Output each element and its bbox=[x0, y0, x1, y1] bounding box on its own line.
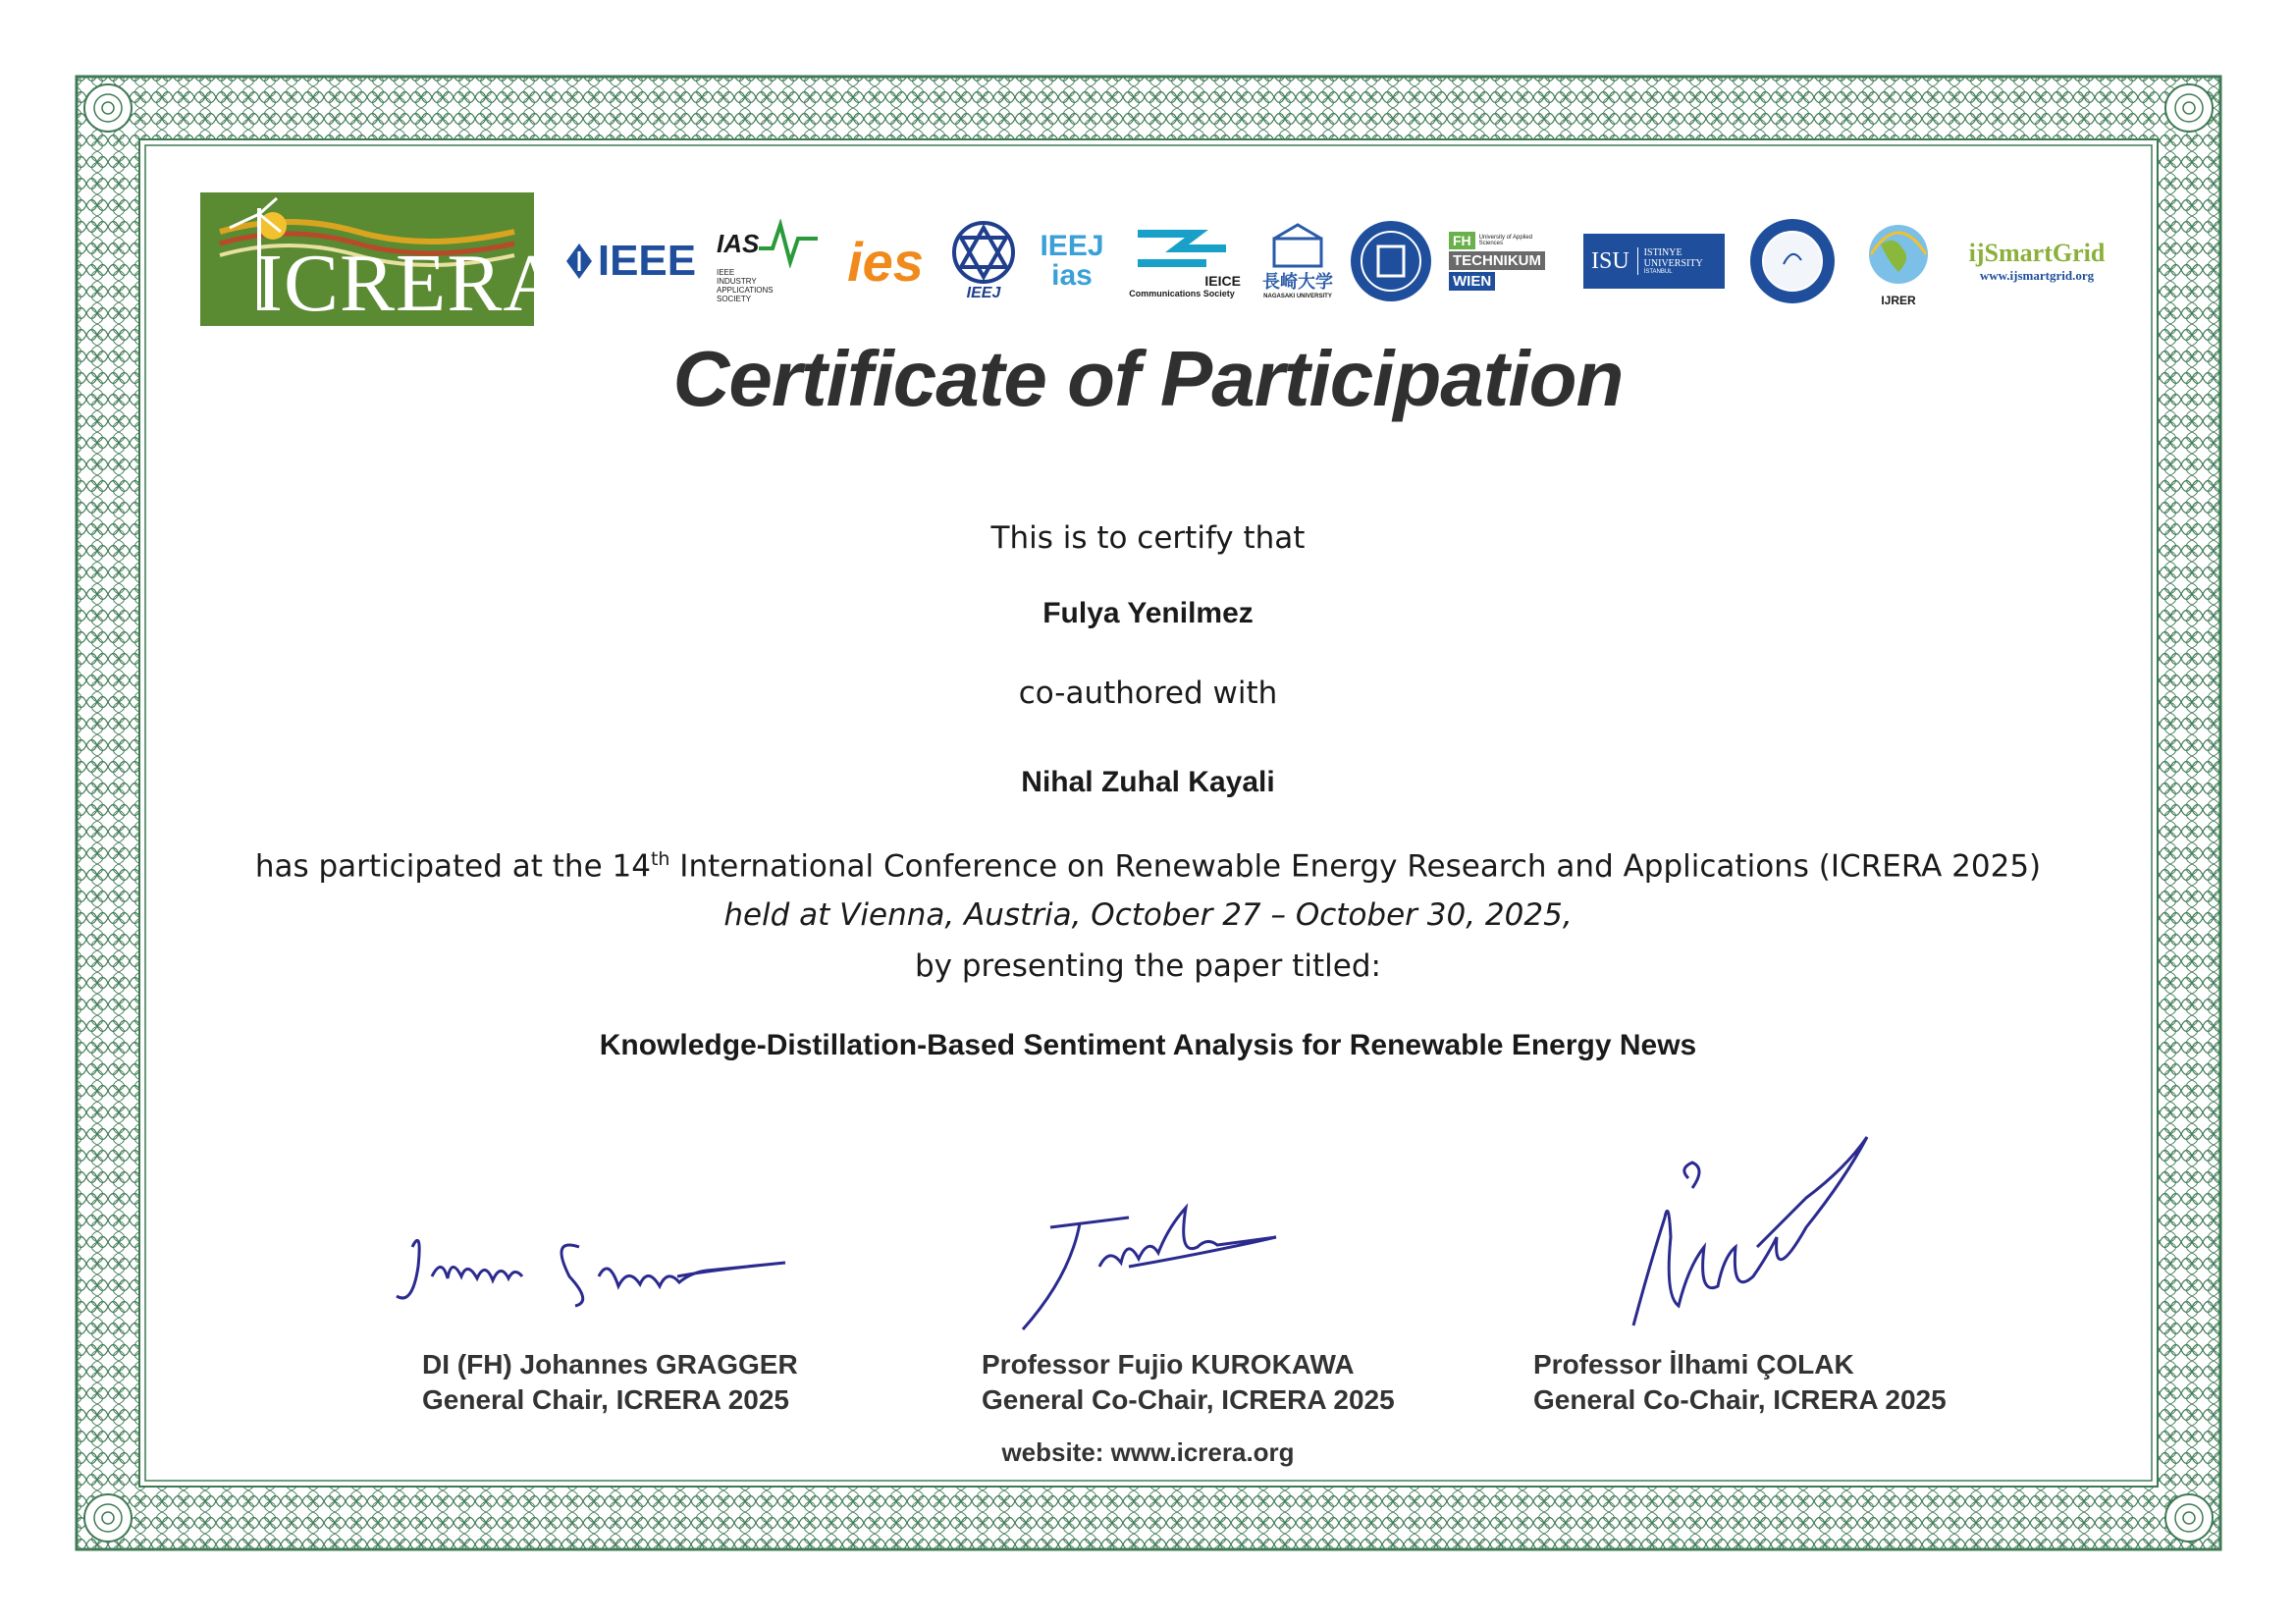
institute-seal-logo bbox=[1347, 202, 1435, 320]
wien-wordmark: WIEN bbox=[1449, 272, 1495, 291]
ieee-wordmark: IEEE bbox=[597, 237, 697, 285]
paper-title: Knowledge-Distillation-Based Sentiment Analysis for Renewable Energy News bbox=[599, 1029, 1697, 1061]
ieice-logo bbox=[1123, 202, 1241, 320]
ieee-logo bbox=[561, 202, 699, 320]
certify-line: This is to certify that bbox=[990, 520, 1306, 556]
ijsmartgrid-url: www.ijsmartgrid.org bbox=[1979, 268, 2095, 283]
ordinal-suffix: th bbox=[650, 848, 670, 870]
ieice-subtitle: Communications Society bbox=[1129, 289, 1235, 298]
ieej-logo bbox=[944, 202, 1023, 320]
coauthored-line: co-authored with bbox=[1018, 676, 1278, 711]
presenting-line: by presenting the paper titled: bbox=[915, 948, 1381, 984]
technikum-wordmark: TECHNIKUM bbox=[1449, 251, 1545, 270]
signatory-1 bbox=[422, 1347, 834, 1418]
fh-badge: FH bbox=[1449, 232, 1475, 249]
signatory-3 bbox=[1533, 1347, 1946, 1418]
nagasaki-subtitle: NAGASAKI UNIVERSITY bbox=[1263, 294, 1332, 299]
ijsmartgrid-wordmark: ijSmartGrid bbox=[1968, 239, 2106, 267]
ieej-wordmark: IEEJ bbox=[966, 285, 1001, 301]
website-line[interactable]: website: www.icrera.org bbox=[1001, 1437, 1295, 1467]
coauthor-name: Nihal Zuhal Kayali bbox=[1021, 766, 1275, 798]
isu-city: İSTANBUL bbox=[1643, 269, 1673, 275]
signatory-2-name: Professor Fujio KUROKAWA bbox=[982, 1349, 1355, 1380]
signature-gragger bbox=[383, 1218, 795, 1335]
signature-kurokawa bbox=[1011, 1198, 1306, 1345]
ias-subtitle: IEEE INDUSTRY APPLICATIONS SOCIETY bbox=[717, 268, 774, 303]
participant-name: Fulya Yenilmez bbox=[1042, 597, 1254, 629]
fh-small-text: University of Applied Sciences bbox=[1478, 235, 1533, 246]
signatory-2-role: General Co-Chair, ICRERA 2025 bbox=[982, 1384, 1395, 1415]
icrera-wordmark: ICRERA bbox=[255, 238, 564, 329]
gazi-seal-icon bbox=[1748, 217, 1837, 305]
ias-logo bbox=[717, 202, 825, 320]
institute-seal-icon bbox=[1349, 219, 1433, 303]
gazi-university-logo bbox=[1743, 202, 1842, 320]
ieice-wordmark: IEICE bbox=[1204, 273, 1241, 289]
ieej-ias-wordmark: IEEJ ias bbox=[1040, 230, 1104, 292]
isu-wordmark: ISU bbox=[1591, 247, 1629, 274]
ieej-emblem-icon bbox=[951, 220, 1016, 285]
signatory-1-role: General Chair, ICRERA 2025 bbox=[422, 1384, 790, 1415]
ieej-ias-logo bbox=[1033, 202, 1111, 320]
sponsor-logos bbox=[196, 192, 2120, 330]
participation-prefix: has participated at the 14 bbox=[254, 848, 651, 885]
ijsmartgrid-logo bbox=[1963, 202, 2110, 320]
signatory-1-name: DI (FH) Johannes GRAGGER bbox=[422, 1349, 798, 1380]
ies-logo bbox=[836, 202, 934, 320]
isu-logo bbox=[1582, 202, 1726, 320]
participation-suffix: International Conference on Renewable Energy Research and Applications (ICRERA 2025) bbox=[669, 848, 2042, 885]
icrera-logo bbox=[200, 192, 564, 329]
signatory-3-role: General Co-Chair, ICRERA 2025 bbox=[1533, 1384, 1947, 1415]
fh-technikum-logo bbox=[1449, 202, 1567, 320]
nagasaki-logo bbox=[1258, 202, 1337, 320]
nagasaki-building-icon bbox=[1268, 223, 1327, 268]
signature-colak bbox=[1610, 1129, 1885, 1335]
waveform-icon bbox=[759, 219, 818, 268]
signatory-3-name: Professor İlhami ÇOLAK bbox=[1533, 1349, 1854, 1380]
ies-wordmark: ies bbox=[847, 230, 924, 293]
globe-icon bbox=[1859, 215, 1938, 294]
participation-statement bbox=[0, 848, 2296, 884]
ijrer-logo bbox=[1849, 202, 1948, 320]
nagasaki-wordmark: 長崎大学 bbox=[1262, 272, 1333, 293]
ieee-diamond-icon bbox=[564, 242, 594, 281]
ijrer-wordmark: IJRER bbox=[1881, 294, 1916, 307]
ias-wordmark: IAS bbox=[717, 228, 760, 258]
signatory-2 bbox=[982, 1347, 1394, 1418]
venue-dates: held at Vienna, Austria, October 27 – October 30, 2025, bbox=[723, 897, 1573, 933]
ieice-emblem-icon bbox=[1138, 224, 1226, 273]
isu-subtitle: ISTINYE UNIVERSITY bbox=[1643, 247, 1703, 269]
certificate-title: Certificate of Participation bbox=[672, 335, 1624, 422]
